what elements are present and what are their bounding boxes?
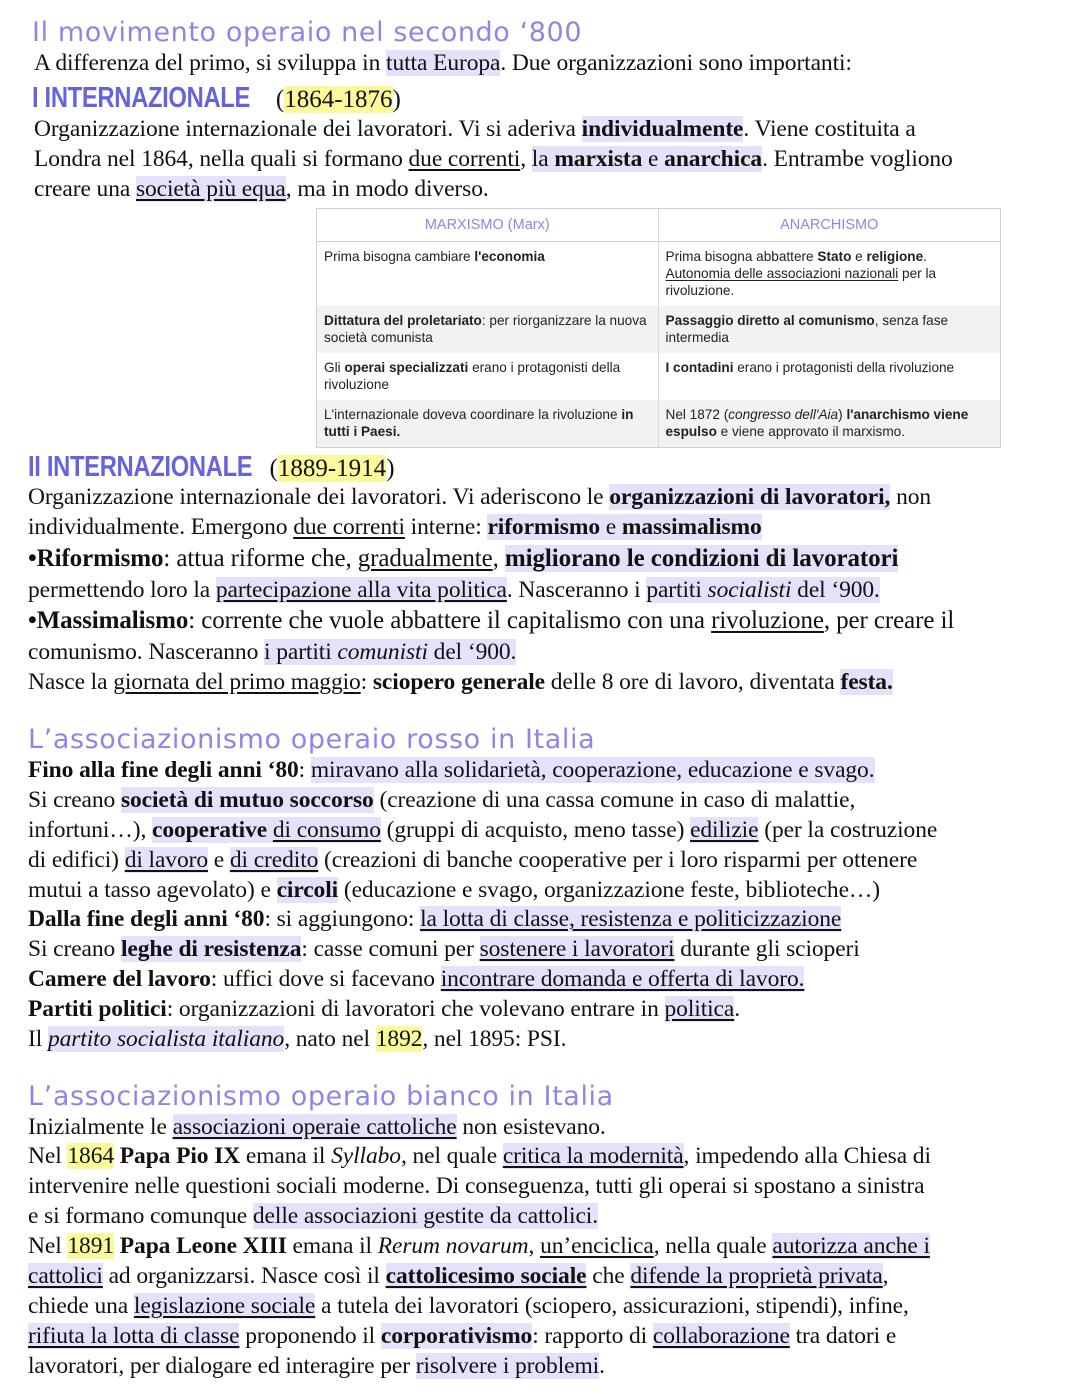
table-cell: Prima bisogna abbattere Stato e religione. Autonomia delle associazioni nazionali per la rivoluzione. bbox=[658, 242, 1001, 307]
column-header-anarchism: ANARCHISMO bbox=[658, 209, 1001, 242]
rosso-line-10: Il partito socialista italiano, nato nel 1892, nel 1895: PSI. bbox=[28, 1026, 567, 1052]
table-cell: Prima bisogna cambiare l'economia bbox=[324, 249, 545, 264]
table-row bbox=[317, 400, 1001, 448]
rosso-line-9: Partiti politici: organizzazioni di lavoratori che volevano entrare in politica. bbox=[28, 996, 740, 1022]
bianco-line-6: cattolici ad organizzarsi. Nasce così il cattolicesimo sociale che difende la proprietà privata, bbox=[28, 1263, 889, 1289]
bianco-line-1: Inizialmente le associazioni operaie cattoliche non esistevano. bbox=[28, 1114, 606, 1140]
section-title-associazionismo-bianco: L’associazionismo operaio bianco in Italia bbox=[28, 1081, 614, 1112]
second-international-heading: II INTERNAZIONALE (1889-1914) bbox=[28, 451, 395, 483]
marxism-anarchism-table bbox=[316, 208, 1001, 448]
bianco-line-2: Nel 1864 Papa Pio IX emana il Syllabo, nel quale critica la modernità, impedendo alla Chiesa di bbox=[28, 1143, 931, 1169]
first-international-line-2: Londra nel 1864, nella quali si formano due correnti, la marxista e anarchica. Entrambe vogliono bbox=[34, 146, 953, 172]
table-cell: I contadini erano i protagonisti della rivoluzione bbox=[658, 353, 1001, 400]
rosso-line-3: infortuni…), cooperative di consumo (gruppi di acquisto, meno tasse) edilizie (per la costruzione bbox=[28, 817, 938, 843]
rosso-line-5: mutui a tasso agevolato) e circoli (educazione e svago, organizzazione feste, biblioteche…) bbox=[28, 877, 881, 903]
second-international-label: II INTERNAZIONALE bbox=[28, 451, 253, 483]
first-international-heading: I INTERNAZIONALE (1864-1876) bbox=[32, 82, 401, 114]
table-row bbox=[317, 353, 1001, 400]
bianco-line-8: rifiuta la lotta di classe proponendo il corporativismo: rapporto di collaborazione tra datori e bbox=[28, 1323, 897, 1349]
bianco-line-4: e si formano comunque delle associazioni gestite da cattolici. bbox=[28, 1203, 599, 1229]
section-title-associazionismo-rosso: L’associazionismo operaio rosso in Italia bbox=[28, 724, 596, 755]
rosso-line-2: Si creano società di mutuo soccorso (creazione di una cassa comune in caso di malattie, bbox=[28, 787, 856, 813]
rosso-line-1: Fino alla fine degli anni ‘80: miravano alla solidarietà, cooperazione, educazione e svago. bbox=[28, 757, 875, 783]
bianco-line-7: chiede una legislazione sociale a tutela dei lavoratori (sciopero, assicurazioni, stipendi), infine, bbox=[28, 1293, 909, 1319]
second-international-line-1: Organizzazione internazionale dei lavoratori. Vi aderiscono le organizzazioni di lavoratori, non bbox=[28, 484, 932, 510]
riformismo-line-1: •Riformismo: attua riforme che, gradualmente, migliorano le condizioni di lavoratori bbox=[28, 545, 899, 572]
rosso-line-8: Camere del lavoro: uffici dove si facevano incontrare domanda e offerta di lavoro. bbox=[28, 966, 805, 992]
table-cell: L'internazionale doveva coordinare la rivoluzione in tutti i Paesi. bbox=[317, 400, 659, 448]
table-cell: Nel 1872 (congresso dell'Aia) l'anarchismo viene espulso e viene approvato il marxismo. bbox=[658, 400, 1001, 448]
riformismo-line-2: permettendo loro la partecipazione alla vita politica. Nasceranno i partiti socialisti del ‘900. bbox=[28, 577, 880, 603]
first-international-line-3: creare una società più equa, ma in modo diverso. bbox=[34, 176, 489, 202]
rosso-line-6: Dalla fine degli anni ‘80: si aggiungono: la lotta di classe, resistenza e politicizzazione bbox=[28, 906, 842, 932]
bianco-line-9: lavoratori, per dialogare ed interagire per risolvere i problemi. bbox=[28, 1353, 605, 1379]
table-cell: Dittatura del proletariato: per riorganizzare la nuova società comunista bbox=[317, 306, 659, 353]
first-international-line-1: Organizzazione internazionale dei lavoratori. Vi si aderiva individualmente. Viene costituita a bbox=[34, 116, 916, 142]
massimalismo-line-2: comunismo. Nasceranno i partiti comunisti del ‘900. bbox=[28, 639, 517, 665]
massimalismo-line-1: •Massimalismo: corrente che vuole abbattere il capitalismo con una rivoluzione, per creare il bbox=[28, 607, 955, 634]
column-header-marxism: MARXISMO (Marx) bbox=[317, 209, 659, 242]
intro-line: A differenza del primo, si sviluppa in tutta Europa. Due organizzazioni sono importanti: bbox=[34, 50, 852, 76]
bianco-line-5: Nel 1891 Papa Leone XIII emana il Rerum novarum, un’enciclica, nella quale autorizza anche i bbox=[28, 1233, 930, 1259]
table-cell: Passaggio diretto al comunismo, senza fase intermedia bbox=[658, 306, 1001, 353]
rosso-line-4: di edifici) di lavoro e di credito (creazioni di banche cooperative per i loro risparmi per ottenere bbox=[28, 847, 918, 873]
second-international-line-2: individualmente. Emergono due correnti interne: riformismo e massimalismo bbox=[28, 514, 762, 540]
table-row bbox=[317, 306, 1001, 353]
table-header-row bbox=[317, 209, 1001, 242]
primo-maggio-line: Nasce la giornata del primo maggio: sciopero generale delle 8 ore di lavoro, diventata festa. bbox=[28, 669, 893, 695]
section-title-movimento-operaio: Il movimento operaio nel secondo ‘800 bbox=[32, 17, 583, 48]
rosso-line-7: Si creano leghe di resistenza: casse comuni per sostenere i lavoratori durante gli scioperi bbox=[28, 936, 860, 962]
first-international-label: I INTERNAZIONALE bbox=[32, 82, 251, 114]
table-row bbox=[317, 242, 1001, 307]
bianco-line-3: intervenire nelle questioni sociali moderne. Di conseguenza, tutti gli operai si spostano a sinistra bbox=[28, 1173, 925, 1199]
table-cell: Gli operai specializzati erano i protagonisti della rivoluzione bbox=[324, 360, 621, 392]
